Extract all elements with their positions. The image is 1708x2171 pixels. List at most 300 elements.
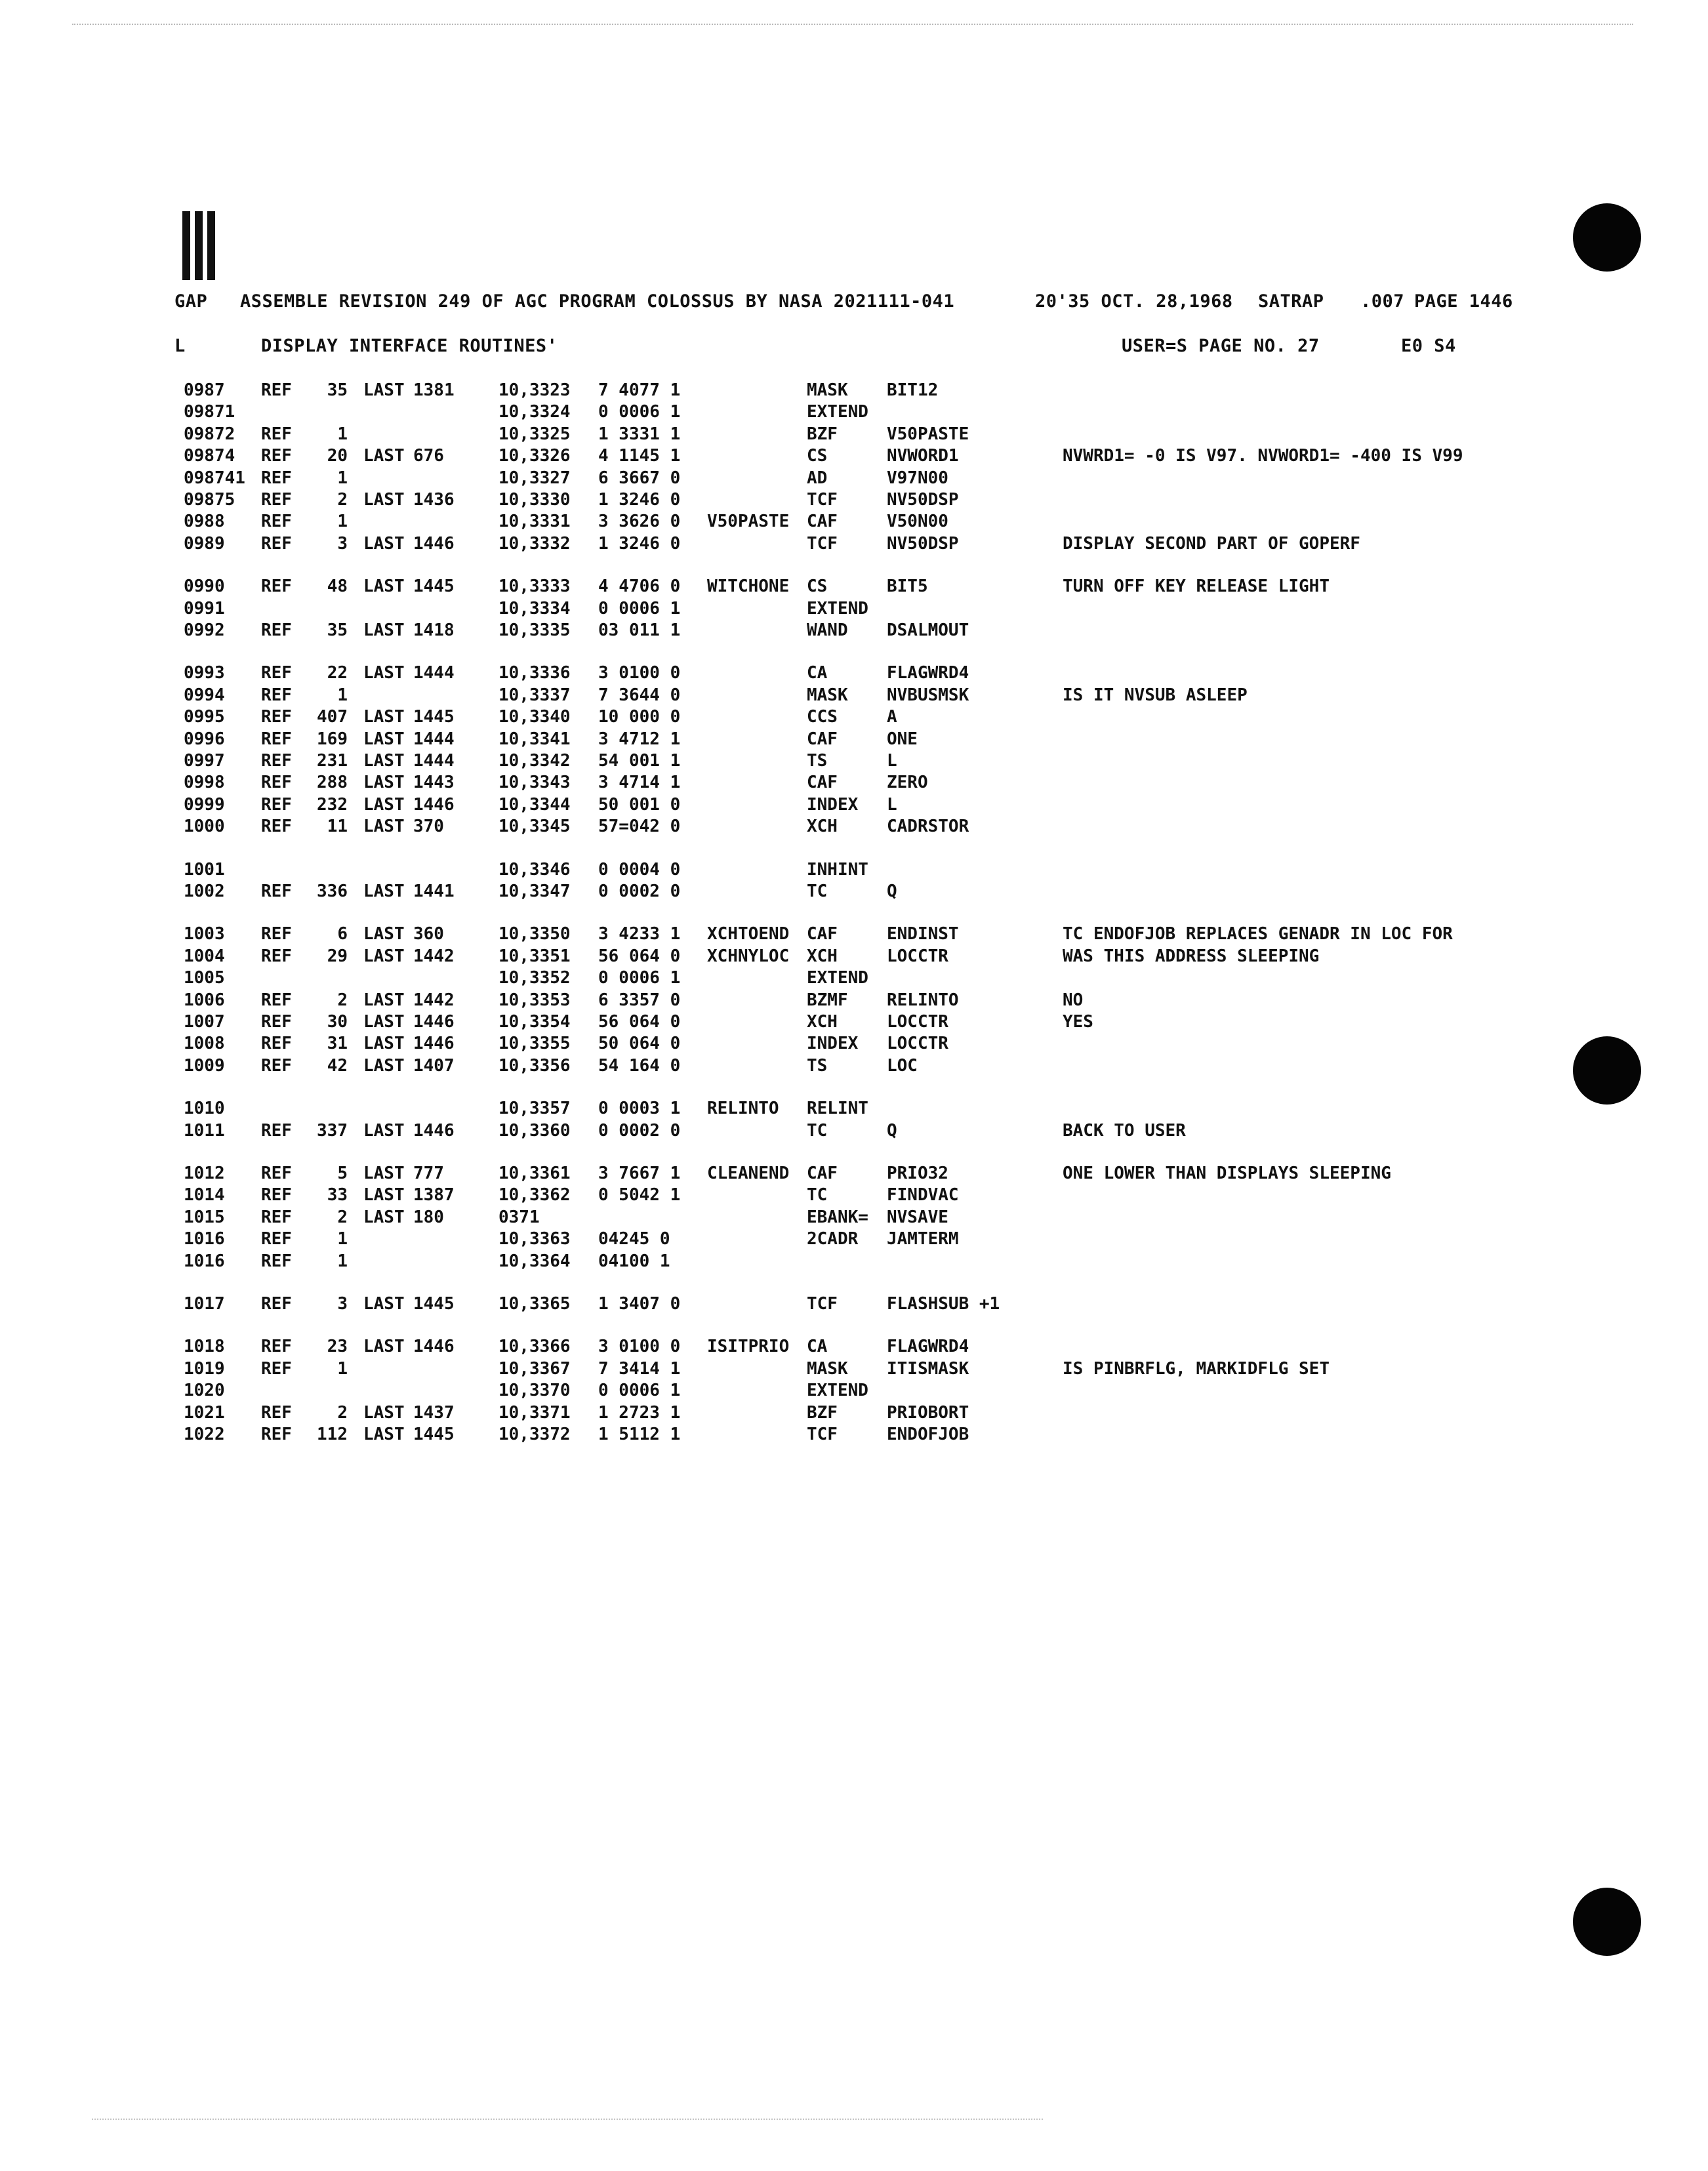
octal-code: 50 064 0 — [598, 1034, 681, 1053]
last-line: 1444 — [413, 729, 455, 749]
listing-row — [0, 1335, 1708, 1358]
address: 10,3346 — [498, 860, 571, 880]
address: 10,3343 — [498, 773, 571, 792]
listing-row — [0, 510, 1708, 533]
address: 10,3340 — [498, 707, 571, 727]
line-number: 0995 — [184, 707, 225, 727]
octal-code: 3 0100 0 — [598, 1337, 681, 1356]
ref-count: 288 — [317, 773, 348, 792]
comment: ONE LOWER THAN DISPLAYS SLEEPING — [1063, 1164, 1391, 1183]
last-tag: LAST — [363, 490, 405, 510]
operand: CADRSTOR — [887, 817, 969, 836]
ref-tag: REF — [261, 534, 292, 554]
header-title: ASSEMBLE REVISION 249 OF AGC PROGRAM COLOSSUS BY NASA 2021111-041 — [240, 291, 955, 312]
listing-row — [0, 489, 1708, 511]
last-line: 1446 — [413, 1034, 455, 1053]
ref-tag: REF — [261, 490, 292, 510]
last-line: 1407 — [413, 1056, 455, 1076]
comment: NO — [1063, 990, 1084, 1010]
ref-tag: REF — [261, 773, 292, 792]
ref-tag: REF — [261, 707, 292, 727]
address: 10,3354 — [498, 1012, 571, 1032]
ref-tag: REF — [261, 1294, 292, 1314]
ref-count: 1 — [337, 468, 348, 488]
operand: L — [887, 795, 897, 815]
last-tag: LAST — [363, 707, 405, 727]
comment: TURN OFF KEY RELEASE LIGHT — [1063, 577, 1330, 596]
type-letter: L — [174, 336, 186, 356]
octal-code: 4 4706 0 — [598, 577, 681, 596]
last-line: 1381 — [413, 380, 455, 400]
line-number: 0992 — [184, 620, 225, 640]
last-tag: LAST — [363, 990, 405, 1010]
operand: JAMTERM — [887, 1229, 959, 1249]
opcode: INDEX — [807, 795, 859, 815]
listing-row — [0, 1423, 1708, 1446]
header-version: .007 — [1360, 291, 1405, 312]
line-number: 1004 — [184, 946, 225, 966]
line-number: 0989 — [184, 534, 225, 554]
last-line: 1446 — [413, 1121, 455, 1141]
address: 10,3364 — [498, 1251, 571, 1271]
comment: YES — [1063, 1012, 1093, 1032]
ref-count: 11 — [327, 817, 348, 836]
last-line: 1444 — [413, 751, 455, 771]
line-number: 1005 — [184, 968, 225, 988]
line-number: 1011 — [184, 1121, 225, 1141]
last-tag: LAST — [363, 1012, 405, 1032]
ref-tag: REF — [261, 1425, 292, 1444]
octal-code: 57=042 0 — [598, 817, 681, 836]
line-number: 1016 — [184, 1229, 225, 1249]
line-number: 1014 — [184, 1185, 225, 1205]
address: 10,3341 — [498, 729, 571, 749]
listing-row — [0, 989, 1708, 1011]
address: 10,3362 — [498, 1185, 571, 1205]
last-line: 1437 — [413, 1403, 455, 1423]
listing-row — [0, 401, 1708, 423]
ref-tag: REF — [261, 468, 292, 488]
ref-count: 29 — [327, 946, 348, 966]
ref-count: 232 — [317, 795, 348, 815]
address: 10,3323 — [498, 380, 571, 400]
address: 10,3356 — [498, 1056, 571, 1076]
opcode: EXTEND — [807, 402, 868, 422]
comment: BACK TO USER — [1063, 1121, 1186, 1141]
ref-tag: REF — [261, 380, 292, 400]
line-number: 1008 — [184, 1034, 225, 1053]
line-number: 1001 — [184, 860, 225, 880]
operand: LOCCTR — [887, 1034, 948, 1053]
line-number: 1002 — [184, 882, 225, 901]
listing-row — [0, 859, 1708, 881]
last-line: 1442 — [413, 946, 455, 966]
listing-row — [0, 619, 1708, 641]
user-page-number: USER=S PAGE NO. 27 — [1122, 336, 1320, 356]
address: 10,3335 — [498, 620, 571, 640]
opcode: XCH — [807, 946, 838, 966]
listing-row — [0, 728, 1708, 750]
last-line: 1445 — [413, 1294, 455, 1314]
ref-count: 1 — [337, 685, 348, 705]
octal-code: 6 3357 0 — [598, 990, 681, 1010]
address: 10,3333 — [498, 577, 571, 596]
opcode: CS — [807, 446, 828, 466]
operand: FLASHSUB +1 — [887, 1294, 1000, 1314]
address: 10,3332 — [498, 534, 571, 554]
ref-count: 22 — [327, 663, 348, 683]
ref-count: 231 — [317, 751, 348, 771]
line-number: 1020 — [184, 1381, 225, 1400]
line-number: 0994 — [184, 685, 225, 705]
last-tag: LAST — [363, 1034, 405, 1053]
octal-code: 7 3414 1 — [598, 1359, 681, 1379]
opcode: CS — [807, 577, 828, 596]
ref-count: 3 — [337, 534, 348, 554]
address: 10,3326 — [498, 446, 571, 466]
address: 10,3351 — [498, 946, 571, 966]
operand: FLAGWRD4 — [887, 1337, 969, 1356]
last-line: 370 — [413, 817, 444, 836]
operand: NV50DSP — [887, 490, 959, 510]
operand: ZERO — [887, 773, 928, 792]
octal-code: 04100 1 — [598, 1251, 670, 1271]
opcode: EBANK= — [807, 1207, 868, 1227]
address: 10,3324 — [498, 402, 571, 422]
opcode: TS — [807, 1056, 828, 1076]
octal-code: 1 3246 0 — [598, 490, 681, 510]
octal-code: 1 3407 0 — [598, 1294, 681, 1314]
listing-row — [0, 1032, 1708, 1055]
last-line: 1444 — [413, 663, 455, 683]
opcode: MASK — [807, 380, 848, 400]
ref-count: 169 — [317, 729, 348, 749]
operand: Q — [887, 882, 897, 901]
line-number: 09871 — [184, 402, 235, 422]
opcode: WAND — [807, 620, 848, 640]
ref-count: 1 — [337, 1359, 348, 1379]
ref-tag: REF — [261, 1121, 292, 1141]
octal-code: 7 4077 1 — [598, 380, 681, 400]
line-number: 0991 — [184, 599, 225, 619]
line-number: 1017 — [184, 1294, 225, 1314]
address: 10,3342 — [498, 751, 571, 771]
opcode: AD — [807, 468, 828, 488]
line-number: 0988 — [184, 512, 225, 531]
listing-row — [0, 662, 1708, 684]
opcode: EXTEND — [807, 968, 868, 988]
last-tag: LAST — [363, 1121, 405, 1141]
operand: PRIOBORT — [887, 1403, 969, 1423]
last-tag: LAST — [363, 534, 405, 554]
octal-code: 1 5112 1 — [598, 1425, 681, 1444]
ref-count: 1 — [337, 1251, 348, 1271]
ref-tag: REF — [261, 512, 292, 531]
opcode: INDEX — [807, 1034, 859, 1053]
listing-row — [0, 1250, 1708, 1272]
comment: DISPLAY SECOND PART OF GOPERF — [1063, 534, 1360, 554]
address: 10,3360 — [498, 1121, 571, 1141]
ref-count: 33 — [327, 1185, 348, 1205]
line-number: 1015 — [184, 1207, 225, 1227]
listing-row — [0, 445, 1708, 467]
last-tag: LAST — [363, 946, 405, 966]
octal-code: 7 3644 0 — [598, 685, 681, 705]
last-line: 1442 — [413, 990, 455, 1010]
listing-row — [0, 1055, 1708, 1077]
ref-count: 1 — [337, 1229, 348, 1249]
ref-tag: REF — [261, 990, 292, 1010]
opcode: MASK — [807, 685, 848, 705]
line-number: 098741 — [184, 468, 245, 488]
listing-row — [0, 706, 1708, 728]
ref-tag: REF — [261, 577, 292, 596]
last-line: 777 — [413, 1164, 444, 1183]
comment: NVWRD1= -0 IS V97. NVWORD1= -400 IS V99 — [1063, 446, 1463, 466]
operand: LOCCTR — [887, 946, 948, 966]
line-number: 1022 — [184, 1425, 225, 1444]
line-number: 1000 — [184, 817, 225, 836]
last-tag: LAST — [363, 446, 405, 466]
opcode: CA — [807, 1337, 828, 1356]
address: 10,3357 — [498, 1099, 571, 1118]
octal-code: 56 064 0 — [598, 1012, 681, 1032]
ref-tag: REF — [261, 924, 292, 944]
opcode: TCF — [807, 534, 838, 554]
last-tag: LAST — [363, 924, 405, 944]
header-page: PAGE 1446 — [1414, 291, 1513, 312]
octal-code: 3 4233 1 — [598, 924, 681, 944]
ref-count: 20 — [327, 446, 348, 466]
last-line: 360 — [413, 924, 444, 944]
octal-code: 6 3667 0 — [598, 468, 681, 488]
header-mark: GAP — [174, 291, 208, 312]
line-number: 0996 — [184, 729, 225, 749]
last-tag: LAST — [363, 663, 405, 683]
last-tag: LAST — [363, 751, 405, 771]
opcode: INHINT — [807, 860, 868, 880]
operand: FLAGWRD4 — [887, 663, 969, 683]
octal-code: 0 0004 0 — [598, 860, 681, 880]
symbol-label: CLEANEND — [707, 1164, 790, 1183]
listing-row — [0, 880, 1708, 903]
last-tag: LAST — [363, 1294, 405, 1314]
opcode: RELINT — [807, 1099, 868, 1118]
ref-tag: REF — [261, 1012, 292, 1032]
listing-row — [0, 1184, 1708, 1206]
opcode: TC — [807, 1121, 828, 1141]
ref-count: 2 — [337, 490, 348, 510]
ref-count: 23 — [327, 1337, 348, 1356]
listing-row — [0, 967, 1708, 989]
listing-row — [0, 1206, 1708, 1228]
opcode: EXTEND — [807, 599, 868, 619]
ref-count: 35 — [327, 620, 348, 640]
listing-row — [0, 575, 1708, 598]
listing-row — [0, 945, 1708, 967]
address: 10,3347 — [498, 882, 571, 901]
listing-row — [0, 1228, 1708, 1250]
last-tag: LAST — [363, 1056, 405, 1076]
operand: DSALMOUT — [887, 620, 969, 640]
operand: LOC — [887, 1056, 918, 1076]
header-user: SATRAP — [1258, 291, 1324, 312]
listing-row — [0, 1097, 1708, 1120]
line-number: 1007 — [184, 1012, 225, 1032]
ref-tag: REF — [261, 946, 292, 966]
listing-row — [0, 794, 1708, 816]
last-line: 1418 — [413, 620, 455, 640]
line-number: 1016 — [184, 1251, 225, 1271]
tape-mark — [182, 211, 222, 280]
ref-count: 6 — [337, 924, 348, 944]
address: 10,3336 — [498, 663, 571, 683]
octal-code: 0 0006 1 — [598, 599, 681, 619]
ref-count: 5 — [337, 1164, 348, 1183]
punch-hole-bottom — [1573, 1888, 1641, 1956]
last-line: 1445 — [413, 577, 455, 596]
operand: PRIO32 — [887, 1164, 948, 1183]
line-number: 0987 — [184, 380, 225, 400]
ref-count: 48 — [327, 577, 348, 596]
ref-tag: REF — [261, 882, 292, 901]
address: 10,3325 — [498, 424, 571, 444]
listing-row — [0, 1358, 1708, 1380]
address: 10,3355 — [498, 1034, 571, 1053]
comment: TC ENDOFJOB REPLACES GENADR IN LOC FOR — [1063, 924, 1453, 944]
octal-code: 0 0002 0 — [598, 1121, 681, 1141]
octal-code: 04245 0 — [598, 1229, 670, 1249]
ref-tag: REF — [261, 1229, 292, 1249]
operand: BIT12 — [887, 380, 939, 400]
opcode: CAF — [807, 924, 838, 944]
opcode: CAF — [807, 1164, 838, 1183]
header-datetime: 20'35 OCT. 28,1968 — [1035, 291, 1233, 312]
operand: Q — [887, 1121, 897, 1141]
octal-code: 4 1145 1 — [598, 446, 681, 466]
address: 10,3363 — [498, 1229, 571, 1249]
last-tag: LAST — [363, 773, 405, 792]
ref-tag: REF — [261, 685, 292, 705]
opcode: TCF — [807, 490, 838, 510]
listing-row — [0, 923, 1708, 945]
opcode: BZMF — [807, 990, 848, 1010]
line-number: 1006 — [184, 990, 225, 1010]
opcode: XCH — [807, 817, 838, 836]
opcode: TC — [807, 882, 828, 901]
ref-tag: REF — [261, 1185, 292, 1205]
octal-code: 1 2723 1 — [598, 1403, 681, 1423]
ref-tag: REF — [261, 1251, 292, 1271]
opcode: BZF — [807, 424, 838, 444]
listing-row — [0, 533, 1708, 555]
opcode: CAF — [807, 773, 838, 792]
octal-code: 50 001 0 — [598, 795, 681, 815]
line-number: 09875 — [184, 490, 235, 510]
ref-tag: REF — [261, 1207, 292, 1227]
address: 10,3350 — [498, 924, 571, 944]
listing-row — [0, 1379, 1708, 1402]
last-line: 1443 — [413, 773, 455, 792]
last-line: 1387 — [413, 1185, 455, 1205]
last-line: 1441 — [413, 882, 455, 901]
address: 10,3370 — [498, 1381, 571, 1400]
line-number: 1018 — [184, 1337, 225, 1356]
last-line: 1446 — [413, 1012, 455, 1032]
line-number: 0998 — [184, 773, 225, 792]
ref-tag: REF — [261, 751, 292, 771]
octal-code: 3 3626 0 — [598, 512, 681, 531]
address: 10,3330 — [498, 490, 571, 510]
operand: V50N00 — [887, 512, 948, 531]
last-line: 676 — [413, 446, 444, 466]
listing-row — [0, 1011, 1708, 1033]
operand: FINDVAC — [887, 1185, 959, 1205]
symbol-label: RELINTO — [707, 1099, 779, 1118]
octal-code: 03 011 1 — [598, 620, 681, 640]
line-number: 1003 — [184, 924, 225, 944]
octal-code: 0 0006 1 — [598, 968, 681, 988]
operand: NV50DSP — [887, 534, 959, 554]
last-tag: LAST — [363, 1185, 405, 1205]
ref-count: 337 — [317, 1121, 348, 1141]
opcode: TC — [807, 1185, 828, 1205]
octal-code: 54 164 0 — [598, 1056, 681, 1076]
ref-count: 31 — [327, 1034, 348, 1053]
line-number: 1010 — [184, 1099, 225, 1118]
opcode: CAF — [807, 729, 838, 749]
opcode: TCF — [807, 1425, 838, 1444]
ref-tag: REF — [261, 1034, 292, 1053]
line-number: 1021 — [184, 1403, 225, 1423]
ref-count: 407 — [317, 707, 348, 727]
opcode: MASK — [807, 1359, 848, 1379]
line-number: 09872 — [184, 424, 235, 444]
opcode: BZF — [807, 1403, 838, 1423]
octal-code: 1 3246 0 — [598, 534, 681, 554]
ref-tag: REF — [261, 795, 292, 815]
line-number: 0993 — [184, 663, 225, 683]
last-tag: LAST — [363, 380, 405, 400]
listing-row — [0, 598, 1708, 620]
scan-noise-bottom — [92, 2119, 1043, 2122]
operand: A — [887, 707, 897, 727]
last-tag: LAST — [363, 882, 405, 901]
address: 10,3334 — [498, 599, 571, 619]
last-line: 1445 — [413, 707, 455, 727]
operand: L — [887, 751, 897, 771]
last-tag: LAST — [363, 1164, 405, 1183]
listing-row — [0, 1293, 1708, 1315]
ref-tag: REF — [261, 446, 292, 466]
last-tag: LAST — [363, 620, 405, 640]
listing-row — [0, 1120, 1708, 1142]
last-tag: LAST — [363, 729, 405, 749]
opcode: EXTEND — [807, 1381, 868, 1400]
address: 10,3337 — [498, 685, 571, 705]
listing-row — [0, 771, 1708, 794]
last-tag: LAST — [363, 1425, 405, 1444]
last-line: 1445 — [413, 1425, 455, 1444]
octal-code: 1 3331 1 — [598, 424, 681, 444]
octal-code: 56 064 0 — [598, 946, 681, 966]
last-tag: LAST — [363, 1403, 405, 1423]
line-number: 0999 — [184, 795, 225, 815]
ref-tag: REF — [261, 1403, 292, 1423]
opcode: TS — [807, 751, 828, 771]
opcode: CA — [807, 663, 828, 683]
operand: V50PASTE — [887, 424, 969, 444]
